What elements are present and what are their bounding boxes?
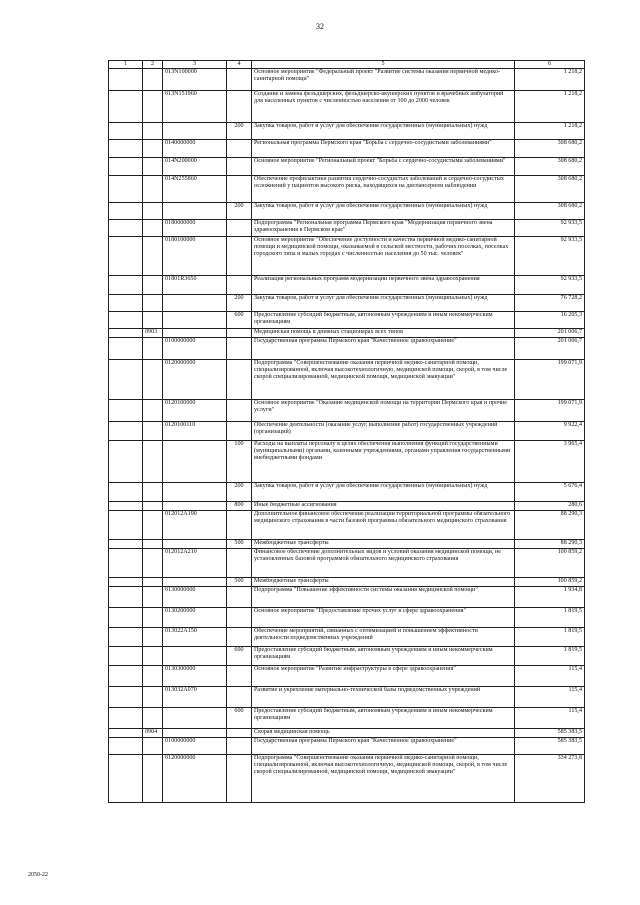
expense-type-cell [227,338,252,360]
expense-type-cell [227,729,252,738]
target-article-cell: 014N200000 [163,158,227,176]
table-row [109,158,585,176]
expense-type-cell [227,587,252,608]
ministry-cell [109,666,143,687]
table-row [109,203,585,220]
subsection-cell [143,647,163,666]
amount-cell: 100 859,2 [515,549,585,578]
budget-table [108,60,585,803]
item-name-cell: Расходы на выплаты персоналу в целях обеспечения выполнения функций государственными (муниципальными) органами, казенными учреждениями, органами управления государственными внебюджетными фондами [252,441,515,483]
ministry-cell [109,237,143,276]
table-row [109,338,585,360]
amount-cell: 585 383,5 [515,729,585,738]
subsection-cell [143,276,163,295]
item-name-cell: Обеспечение профилактики развития сердечно-сосудистых заболеваний и сердечно-сосудистых осложнений у пациентов высокого риска, находящихся на диспансерном наблюдении [252,176,515,203]
subsection-cell [143,540,163,549]
target-article-cell [163,295,227,312]
amount-cell: 201 006,7 [515,329,585,338]
table-body [109,69,585,803]
target-article-cell: 0130200000 [163,608,227,628]
ministry-cell [109,176,143,203]
ministry-cell [109,687,143,708]
item-name-cell: Межбюджетные трансферты [252,578,515,587]
ministry-cell [109,708,143,729]
amount-cell: 92 933,5 [515,237,585,276]
table-row [109,511,585,540]
expense-type-cell [227,176,252,203]
subsection-cell [143,755,163,803]
item-name-cell: Закупка товаров, работ и услуг для обеспечения государственных (муниципальных) нужд [252,295,515,312]
table-row [109,729,585,738]
expense-type-cell [227,329,252,338]
expense-type-cell [227,738,252,755]
item-name-cell: Основное мероприятие "Обеспечение доступности и качества первичной медико-санитарной помощи и медицинской помощи, оказываемой в сельской местности, рабочих поселках, поселках городского типа и малых городах с численностью населения до 50 тыс. человек" [252,237,515,276]
item-name-cell: Финансовое обеспечение дополнительных видов и условий оказания медицинской помощи, не установленных базовой программой обязательного медицинского страхования [252,549,515,578]
target-article-cell: 0120000000 [163,755,227,803]
target-article-cell: 0130300000 [163,666,227,687]
expense-type-cell [227,422,252,441]
table-row [109,578,585,587]
ministry-cell [109,140,143,158]
item-name-cell: Основное мероприятие "Региональный проект "Борьба с сердечно-сосудистыми заболеваниями" [252,158,515,176]
table-row [109,687,585,708]
table-row [109,441,585,483]
table-row [109,738,585,755]
expense-type-cell [227,140,252,158]
expense-type-cell [227,755,252,803]
expense-type-cell [227,666,252,687]
item-name-cell: Развитие и укрепление материально-технической базы подведомственных учреждений [252,687,515,708]
target-article-cell [163,540,227,549]
ministry-cell [109,203,143,220]
subsection-cell [143,666,163,687]
target-article-cell: 0100000000 [163,738,227,755]
item-name-cell: Иные бюджетные ассигнования [252,502,515,511]
target-article-cell: 014N255860 [163,176,227,203]
ministry-cell [109,502,143,511]
subsection-cell [143,587,163,608]
ministry-cell [109,647,143,666]
subsection-cell [143,220,163,237]
amount-cell: 1 218,2 [515,69,585,91]
table-row [109,422,585,441]
item-name-cell: Закупка товаров, работ и услуг для обеспечения государственных (муниципальных) нужд [252,203,515,220]
expense-type-cell [227,158,252,176]
col-6-header: 6 [515,61,585,69]
amount-cell: 88 290,3 [515,540,585,549]
target-article-cell: 013022A150 [163,628,227,647]
subsection-cell [143,158,163,176]
item-name-cell: Подпрограмма "Региональная программа Пермского края "Модернизация первичного звена здравоохранения в Пермском крае" [252,220,515,237]
subsection-cell [143,123,163,140]
subsection-cell [143,549,163,578]
item-name-cell: Скорая медицинская помощь [252,729,515,738]
ministry-cell [109,578,143,587]
amount-cell: 115,4 [515,687,585,708]
subsection-cell [143,400,163,422]
target-article-cell: 0180100000 [163,237,227,276]
target-article-cell: 012012A190 [163,511,227,540]
table-row [109,220,585,237]
subsection-cell [143,738,163,755]
expense-type-cell [227,220,252,237]
subsection-cell [143,338,163,360]
amount-cell: 308 680,2 [515,140,585,158]
target-article-cell [163,441,227,483]
subsection-cell [143,312,163,329]
ministry-cell [109,511,143,540]
expense-type-cell: 200 [227,483,252,502]
item-name-cell: Государственная программа Пермского края "Качественное здравоохранение" [252,338,515,360]
amount-cell: 1 934,8 [515,587,585,608]
subsection-cell: 0904 [143,729,163,738]
amount-cell: 115,4 [515,708,585,729]
amount-cell: 92 933,5 [515,220,585,237]
table-row [109,608,585,628]
col-1-header: 1 [109,61,143,69]
table-row [109,666,585,687]
expense-type-cell: 600 [227,312,252,329]
target-article-cell: 013032A070 [163,687,227,708]
table-row [109,549,585,578]
table-row [109,123,585,140]
expense-type-cell [227,400,252,422]
subsection-cell [143,483,163,502]
amount-cell: 5 676,4 [515,483,585,502]
subsection-cell [143,708,163,729]
target-article-cell [163,123,227,140]
expense-type-cell [227,549,252,578]
ministry-cell [109,422,143,441]
expense-type-cell: 500 [227,578,252,587]
item-name-cell: Подпрограмма "Совершенствование оказания первичной медико-санитарной помощи, специализированной, включая высокотехнологичную, медицинской помощи, скорой, в том числе скорой специализированной, медицинской помощи, медицинской эвакуации" [252,755,515,803]
table-row [109,140,585,158]
subsection-cell [143,140,163,158]
ministry-cell [109,338,143,360]
target-article-cell: 01801R3650 [163,276,227,295]
ministry-cell [109,91,143,123]
ministry-cell [109,69,143,91]
subsection-cell [143,91,163,123]
amount-cell: 199 071,9 [515,360,585,400]
subsection-cell [143,578,163,587]
subsection-cell [143,628,163,647]
target-article-cell: 0130000000 [163,587,227,608]
target-article-cell [163,203,227,220]
amount-cell: 3 965,4 [515,441,585,483]
item-name-cell: Дополнительное финансовое обеспечение реализации территориальной программы обязательного медицинского страхования в части базовой программы обязательного медицинского страхования [252,511,515,540]
ministry-cell [109,587,143,608]
ministry-cell [109,540,143,549]
expense-type-cell [227,276,252,295]
item-name-cell: Основное мероприятие "Федеральный проект "Развитие системы оказания первичной медико-санитарной помощи" [252,69,515,91]
table-row [109,237,585,276]
subsection-cell [143,176,163,203]
item-name-cell: Предоставление субсидий бюджетным, автономным учреждениям и иным некоммерческим организациям [252,647,515,666]
table-row [109,647,585,666]
expense-type-cell: 600 [227,708,252,729]
target-article-cell: 013N151960 [163,91,227,123]
target-article-cell: 0120000000 [163,360,227,400]
item-name-cell: Подпрограмма "Совершенствование оказания первичной медико-санитарной помощи, специализированной, включая высокотехнологичную, медицинской помощи, скорой, в том числе скорой специализированной, медицинской помощи, медицинской эвакуации" [252,360,515,400]
item-name-cell: Обеспечение деятельности (оказание услуг, выполнение работ) государственных учреждений (организаций) [252,422,515,441]
col-5-header: 5 [252,61,515,69]
amount-cell: 280,6 [515,502,585,511]
ministry-cell [109,738,143,755]
item-name-cell: Подпрограмма "Повышение эффективности системы оказания медицинской помощи" [252,587,515,608]
subsection-cell [143,203,163,220]
col-2-header: 2 [143,61,163,69]
subsection-cell [143,687,163,708]
ministry-cell [109,158,143,176]
item-name-cell: Основное мероприятие "Развитие инфраструктуры в сфере здравоохранения" [252,666,515,687]
table-row [109,502,585,511]
amount-cell: 9 922,4 [515,422,585,441]
table-row [109,587,585,608]
subsection-cell [143,69,163,91]
amount-cell: 92 933,5 [515,276,585,295]
table-row [109,295,585,312]
item-name-cell: Межбюджетные трансферты [252,540,515,549]
target-article-cell [163,708,227,729]
table-row [109,540,585,549]
amount-cell: 1 819,5 [515,608,585,628]
expense-type-cell [227,91,252,123]
ministry-cell [109,329,143,338]
column-number-row [109,61,585,69]
amount-cell: 585 383,5 [515,738,585,755]
expense-type-cell: 200 [227,203,252,220]
table-row [109,91,585,123]
target-article-cell [163,329,227,338]
table-row [109,755,585,803]
subsection-cell: 0903 [143,329,163,338]
target-article-cell: 0180000000 [163,220,227,237]
expense-type-cell [227,608,252,628]
ministry-cell [109,400,143,422]
item-name-cell: Основное мероприятие "Оказание медицинской помощи на территории Пермского края и прочие услуги" [252,400,515,422]
item-name-cell: Предоставление субсидий бюджетным, автономным учреждениям и иным некоммерческим организациям [252,312,515,329]
expense-type-cell: 500 [227,540,252,549]
amount-cell: 308 680,2 [515,158,585,176]
subsection-cell [143,441,163,483]
subsection-cell [143,502,163,511]
amount-cell: 1 218,2 [515,123,585,140]
subsection-cell [143,360,163,400]
item-name-cell: Создание и замена фельдшерских, фельдшерско-акушерских пунктов и врачебных амбулаторий для населенных пунктов с численностью населения от 100 до 2000 человек [252,91,515,123]
ministry-cell [109,608,143,628]
item-name-cell: Обеспечение мероприятий, связанных с оптимизацией и повышением эффективности деятельности подведомственных учреждений [252,628,515,647]
table-row [109,483,585,502]
amount-cell: 199 071,9 [515,400,585,422]
amount-cell: 1 819,5 [515,628,585,647]
subsection-cell [143,608,163,628]
target-article-cell: 0140000000 [163,140,227,158]
amount-cell: 201 006,7 [515,338,585,360]
expense-type-cell [227,687,252,708]
item-name-cell: Региональная программа Пермского края "Борьба с сердечно-сосудистыми заболеваниями" [252,140,515,158]
ministry-cell [109,755,143,803]
expense-type-cell: 800 [227,502,252,511]
ministry-cell [109,276,143,295]
ministry-cell [109,549,143,578]
amount-cell: 334 273,8 [515,755,585,803]
subsection-cell [143,422,163,441]
ministry-cell [109,729,143,738]
footer-document-code: 2050-22 [28,872,48,878]
table-row [109,312,585,329]
amount-cell: 76 728,2 [515,295,585,312]
page-number: 32 [316,22,324,31]
item-name-cell: Предоставление субсидий бюджетным, автономным учреждениям и иным некоммерческим организациям [252,708,515,729]
target-article-cell: 0120100000 [163,400,227,422]
target-article-cell [163,483,227,502]
subsection-cell [143,511,163,540]
target-article-cell: 0100000000 [163,338,227,360]
expense-type-cell [227,628,252,647]
target-article-cell [163,729,227,738]
table-row [109,360,585,400]
amount-cell: 88 290,3 [515,511,585,540]
item-name-cell: Закупка товаров, работ и услуг для обеспечения государственных (муниципальных) нужд [252,123,515,140]
item-name-cell: Реализация региональных программ модернизации первичного звена здравоохранения [252,276,515,295]
table-row [109,628,585,647]
ministry-cell [109,441,143,483]
expense-type-cell: 200 [227,123,252,140]
expense-type-cell: 100 [227,441,252,483]
table-row [109,400,585,422]
subsection-cell [143,295,163,312]
table-row [109,708,585,729]
amount-cell: 16 205,3 [515,312,585,329]
expense-type-cell [227,237,252,276]
col-3-header: 3 [163,61,227,69]
ministry-cell [109,312,143,329]
item-name-cell: Медицинская помощь в дневных стационарах всех типов [252,329,515,338]
expense-type-cell: 200 [227,295,252,312]
ministry-cell [109,483,143,502]
target-article-cell [163,647,227,666]
target-article-cell [163,502,227,511]
target-article-cell: 013N100000 [163,69,227,91]
amount-cell: 1 218,2 [515,91,585,123]
col-4-header: 4 [227,61,252,69]
table-row [109,329,585,338]
item-name-cell: Закупка товаров, работ и услуг для обеспечения государственных (муниципальных) нужд [252,483,515,502]
ministry-cell [109,628,143,647]
ministry-cell [109,220,143,237]
subsection-cell [143,237,163,276]
amount-cell: 1 819,5 [515,647,585,666]
target-article-cell: 012012A210 [163,549,227,578]
expense-type-cell [227,69,252,91]
amount-cell: 115,4 [515,666,585,687]
item-name-cell: Государственная программа Пермского края "Качественное здравоохранение" [252,738,515,755]
expense-type-cell: 600 [227,647,252,666]
amount-cell: 308 680,2 [515,176,585,203]
amount-cell: 100 859,2 [515,578,585,587]
target-article-cell [163,312,227,329]
target-article-cell [163,578,227,587]
table-row [109,69,585,91]
table-row [109,276,585,295]
target-article-cell: 0120100110 [163,422,227,441]
ministry-cell [109,360,143,400]
item-name-cell: Основное мероприятие "Предоставление прочих услуг в сфере здравоохранения" [252,608,515,628]
ministry-cell [109,295,143,312]
table-row [109,176,585,203]
ministry-cell [109,123,143,140]
expense-type-cell [227,360,252,400]
expense-type-cell [227,511,252,540]
amount-cell: 308 680,2 [515,203,585,220]
